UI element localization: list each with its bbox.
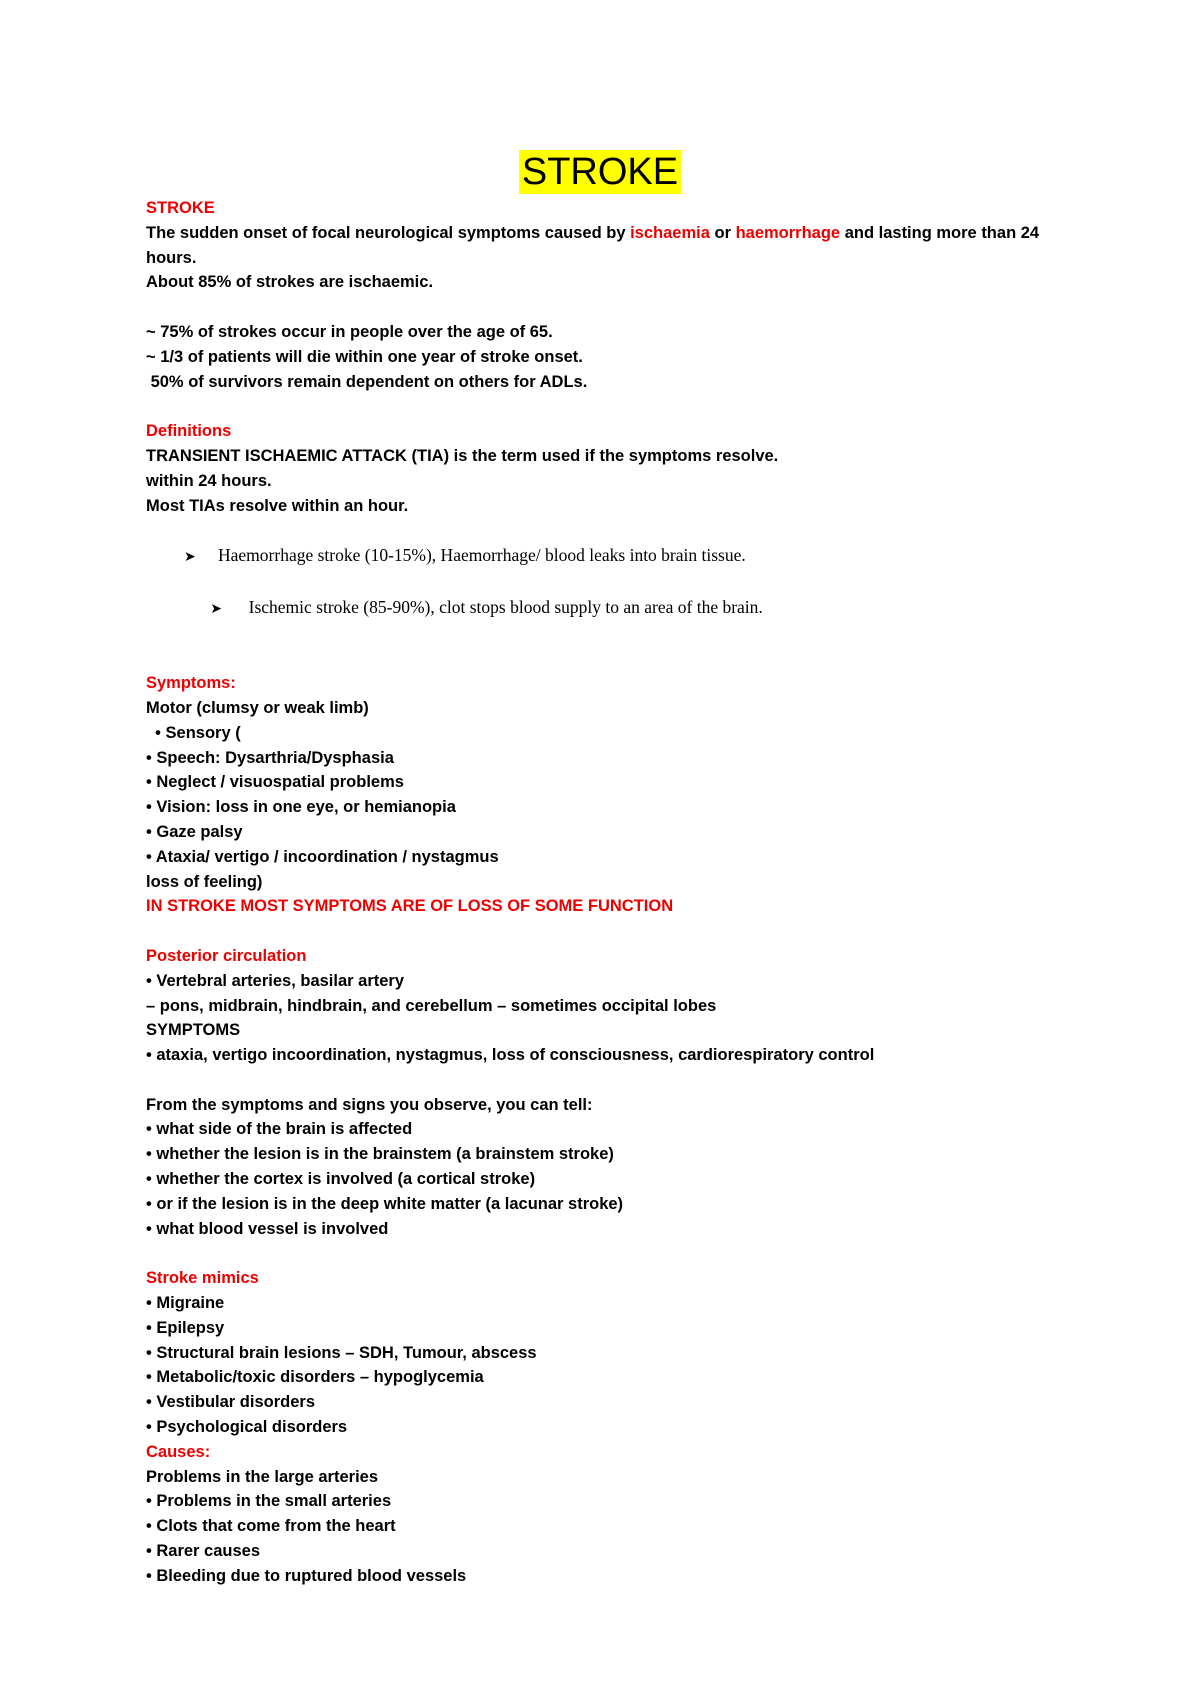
definition-ischaemia: ischaemia [630, 223, 710, 242]
stroke-definition [146, 221, 1046, 271]
arrow-bullet-icon: ➤ [210, 600, 222, 617]
symptoms-heading: Symptoms: [146, 674, 236, 693]
mimic-line: • Epilepsy [146, 1318, 225, 1337]
posterior-line: • ataxia, vertigo incoordination, nystagmus, loss of consciousness, cardiorespiratory control [146, 1046, 875, 1065]
definition-text-a: The sudden onset of focal neurological symptoms caused by [146, 223, 631, 242]
mimic-line: • Metabolic/toxic disorders – hypoglycemia [146, 1368, 484, 1387]
cause-line: • Bleeding due to ruptured blood vessels [146, 1566, 467, 1585]
cause-line: • Rarer causes [146, 1542, 261, 1561]
definition-text-b: and lasting more than 24 hours. [146, 223, 1040, 267]
stat-line: ~ 1/3 of patients will die within one year of stroke onset. [146, 347, 583, 366]
stroke-heading: STROKE [146, 199, 215, 217]
symptom-line: • Sensory ( [146, 723, 241, 742]
mimic-line: • Vestibular disorders [146, 1393, 316, 1412]
symptom-line: loss of feeling) [146, 872, 263, 891]
definitions-heading: Definitions [146, 422, 232, 441]
spacer [146, 1068, 1086, 1093]
list-item-text: Haemorrhage stroke (10-15%), Haemorrhage/ blood leaks into brain tissue. [218, 545, 746, 566]
spacer [146, 919, 1086, 944]
spacer [146, 518, 1086, 543]
posterior-line: SYMPTOMS [146, 1021, 241, 1040]
cause-line: Problems in the large arteries [146, 1467, 379, 1486]
list-item [146, 570, 1086, 646]
cause-line: • Problems in the small arteries [146, 1492, 392, 1511]
observe-line: • whether the lesion is in the brainstem (a brainstem stroke) [146, 1145, 614, 1164]
mimics-heading: Stroke mimics [146, 1269, 259, 1288]
observe-line: • what blood vessel is involved [146, 1219, 389, 1238]
definition-haemorrhage: haemorrhage [735, 223, 841, 242]
mimic-line: • Structural brain lesions – SDH, Tumour, abscess [146, 1343, 537, 1362]
definition-line: Most TIAs resolve within an hour. [146, 496, 409, 515]
spacer [146, 295, 1086, 320]
observe-line: • whether the cortex is involved (a cortical stroke) [146, 1170, 536, 1189]
definition-line: TRANSIENT ISCHAEMIC ATTACK (TIA) is the term used if the symptoms resolve. [146, 446, 779, 465]
causes-heading: Causes: [146, 1442, 211, 1461]
definition-or: or [709, 223, 736, 242]
mimic-line: • Psychological disorders [146, 1418, 348, 1437]
title-wrapper [0, 150, 1200, 194]
spacer [146, 394, 1086, 419]
arrow-bullet-icon: ➤ [184, 549, 196, 566]
spacer [146, 1241, 1086, 1266]
symptom-line: • Vision: loss in one eye, or hemianopia [146, 798, 456, 817]
document-body [146, 196, 1086, 1589]
observe-line: From the symptoms and signs you observe, you can tell: [146, 1095, 593, 1114]
symptom-line: • Speech: Dysarthria/Dysphasia [146, 748, 394, 767]
list-item-text: Ischemic stroke (85-90%), clot stops blood supply to an area of the brain. [244, 596, 763, 617]
symptom-line: • Ataxia/ vertigo / incoordination / nystagmus [146, 847, 499, 866]
symptom-line: Motor (clumsy or weak limb) [146, 698, 369, 717]
posterior-heading: Posterior circulation [146, 946, 307, 965]
spacer [146, 646, 1086, 671]
stat-line: ~ 75% of strokes occur in people over the age of 65. [146, 322, 553, 341]
mimic-line: • Migraine [146, 1294, 225, 1313]
ischaemic-percentage: About 85% of strokes are ischaemic. [146, 273, 434, 292]
observe-line: • or if the lesion is in the deep white matter (a lacunar stroke) [146, 1194, 624, 1213]
symptoms-warning: IN STROKE MOST SYMPTOMS ARE OF LOSS OF SOME FUNCTION [146, 897, 674, 916]
definition-line: within 24 hours. [146, 471, 272, 490]
symptom-line: • Neglect / visuospatial problems [146, 773, 404, 792]
stat-line: 50% of survivors remain dependent on others for ADLs. [146, 372, 588, 391]
page-title: STROKE [519, 150, 681, 194]
posterior-line: – pons, midbrain, hindbrain, and cerebellum – sometimes occipital lobes [146, 996, 717, 1015]
symptom-line: • Gaze palsy [146, 822, 243, 841]
list-item [146, 543, 1086, 570]
posterior-line: • Vertebral arteries, basilar artery [146, 971, 405, 990]
cause-line: • Clots that come from the heart [146, 1517, 396, 1536]
observe-line: • what side of the brain is affected [146, 1120, 413, 1139]
